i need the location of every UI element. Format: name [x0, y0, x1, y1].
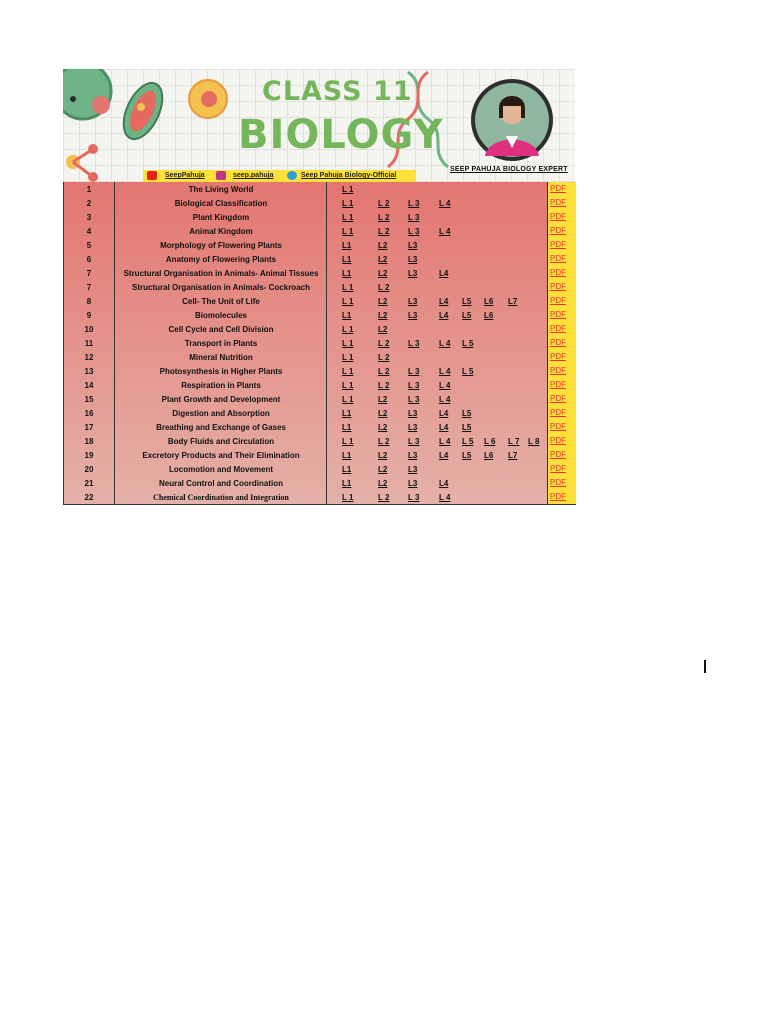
lesson-link[interactable]: L1	[342, 255, 352, 264]
chapter-number: 1	[86, 185, 92, 194]
lesson-link[interactable]: L7	[508, 297, 518, 306]
instagram-link[interactable]: seep.pahuja	[233, 172, 274, 179]
pdf-link[interactable]: PDF	[550, 198, 566, 207]
lesson-link[interactable]: L 1	[342, 437, 354, 446]
chapter-number: 9	[86, 311, 92, 320]
lesson-link[interactable]: L2	[378, 297, 388, 306]
pdf-link[interactable]: PDF	[550, 408, 566, 417]
social-links-bar	[143, 170, 416, 182]
lesson-link[interactable]: L3	[408, 269, 418, 278]
pdf-link[interactable]: PDF	[550, 352, 566, 361]
table-row	[64, 252, 576, 266]
telegram-icon	[287, 171, 297, 180]
lesson-link[interactable]: L 2	[378, 353, 390, 362]
pdf-cell	[548, 448, 576, 462]
chapter-name: Anatomy of Flowering Plants	[165, 255, 277, 264]
lesson-link[interactable]: L5	[462, 423, 472, 432]
pdf-cell	[548, 434, 576, 448]
lesson-link[interactable]: L 8	[528, 437, 540, 446]
lesson-link[interactable]: L 5	[462, 367, 474, 376]
chapter-number: 19	[84, 451, 94, 460]
table-row	[64, 420, 576, 434]
pdf-link[interactable]: PDF	[550, 366, 566, 375]
youtube-link[interactable]: SeepPahuja	[165, 172, 205, 179]
table-row	[64, 350, 576, 364]
chapter-number: 13	[84, 367, 94, 376]
pdf-link[interactable]: PDF	[550, 296, 566, 305]
chapter-number: 4	[86, 227, 92, 236]
chapter-name: Biological Classification	[174, 199, 268, 208]
lesson-link[interactable]: L 2	[378, 367, 390, 376]
table-row	[64, 434, 576, 448]
lesson-link[interactable]: L2	[378, 255, 388, 264]
chapter-name: Excretory Products and Their Elimination	[142, 451, 300, 460]
table-row	[64, 322, 576, 336]
lesson-link[interactable]: L 1	[342, 339, 354, 348]
chapter-name: Plant Growth and Development	[161, 395, 281, 404]
lesson-link[interactable]: L4	[439, 409, 449, 418]
table-row	[64, 224, 576, 238]
expert-label: SEEP PAHUJA BIOLOGY EXPERT	[450, 166, 568, 173]
pdf-cell	[548, 182, 576, 196]
pdf-link[interactable]: PDF	[550, 436, 566, 445]
pdf-link[interactable]: PDF	[550, 338, 566, 347]
table-row	[64, 182, 576, 196]
lesson-link[interactable]: L 1	[342, 353, 354, 362]
text-cursor	[704, 660, 706, 673]
table-row	[64, 238, 576, 252]
chapter-table	[63, 182, 576, 505]
chapter-number: 6	[86, 255, 92, 264]
lesson-link[interactable]: L 1	[342, 283, 354, 292]
lesson-link[interactable]: L3	[408, 451, 418, 460]
pdf-link[interactable]: PDF	[550, 310, 566, 319]
pdf-link[interactable]: PDF	[550, 282, 566, 291]
lesson-link[interactable]: L 3	[408, 437, 420, 446]
subject-title: BIOLOGY	[238, 112, 444, 158]
lesson-link[interactable]: L3	[408, 297, 418, 306]
table-row	[64, 490, 576, 504]
pdf-link[interactable]: PDF	[550, 212, 566, 221]
chapter-name: Body Fluids and Circulation	[167, 437, 275, 446]
pdf-cell	[548, 224, 576, 238]
lesson-link[interactable]: L 4	[439, 437, 451, 446]
lesson-link[interactable]: L 4	[439, 339, 451, 348]
pdf-cell	[548, 322, 576, 336]
lesson-link[interactable]: L3	[408, 423, 418, 432]
chapter-number: 22	[84, 493, 94, 502]
lesson-link[interactable]: L5	[462, 451, 472, 460]
lesson-link[interactable]: L2	[378, 479, 388, 488]
chapter-name: Chemical Coordination and Integration	[153, 493, 289, 502]
lesson-link[interactable]: L 3	[408, 381, 420, 390]
pdf-cell	[548, 266, 576, 280]
pdf-link[interactable]: PDF	[550, 268, 566, 277]
pdf-link[interactable]: PDF	[550, 254, 566, 263]
pdf-link[interactable]: PDF	[550, 394, 566, 403]
chapter-name: Cell Cycle and Cell Division	[168, 325, 274, 334]
pdf-cell	[548, 280, 576, 294]
pdf-link[interactable]: PDF	[550, 478, 566, 487]
lesson-link[interactable]: L 7	[508, 437, 520, 446]
pdf-link[interactable]: PDF	[550, 464, 566, 473]
lesson-link[interactable]: L 1	[342, 227, 354, 236]
table-row	[64, 210, 576, 224]
table-row	[64, 476, 576, 490]
chapter-name: Respiration in Plants	[181, 381, 261, 390]
pdf-cell	[548, 350, 576, 364]
lesson-link[interactable]: L 1	[342, 297, 354, 306]
lesson-link[interactable]: L 4	[439, 227, 451, 236]
lesson-link[interactable]: L 2	[378, 339, 390, 348]
table-row	[64, 392, 576, 406]
chapter-number: 15	[84, 395, 94, 404]
chapter-number: 14	[84, 381, 94, 390]
table-row	[64, 364, 576, 378]
chapter-number: 11	[84, 339, 94, 348]
lesson-link[interactable]: L 3	[408, 199, 420, 208]
lesson-link[interactable]: L1	[342, 409, 352, 418]
lesson-link[interactable]: L3	[408, 479, 418, 488]
lesson-link[interactable]: L1	[342, 423, 352, 432]
chapter-number: 18	[84, 437, 94, 446]
lesson-link[interactable]: L1	[342, 465, 352, 474]
lesson-link[interactable]: L7	[508, 451, 518, 460]
pdf-cell	[548, 238, 576, 252]
lesson-link[interactable]: L1	[342, 269, 352, 278]
lesson-link[interactable]: L 3	[408, 367, 420, 376]
chapter-name: Structural Organisation in Animals- Cockroach	[132, 283, 310, 292]
pdf-link[interactable]: PDF	[550, 380, 566, 389]
chapter-number: 2	[86, 199, 92, 208]
lesson-link[interactable]: L 2	[378, 227, 390, 236]
lesson-link[interactable]: L 2	[378, 283, 390, 292]
lesson-link[interactable]: L1	[342, 451, 352, 460]
lesson-link[interactable]: L 1	[342, 367, 354, 376]
lesson-link[interactable]: L 1	[342, 325, 354, 334]
youtube-icon	[147, 171, 157, 180]
pdf-cell	[548, 392, 576, 406]
lesson-link[interactable]: L4	[439, 423, 449, 432]
table-row	[64, 378, 576, 392]
lesson-link[interactable]: L2	[378, 451, 388, 460]
pdf-cell	[548, 490, 576, 504]
lesson-link[interactable]: L 1	[342, 493, 354, 502]
chapter-name: Structural Organisation in Animals- Animal Tissues	[123, 269, 319, 278]
lesson-link[interactable]: L 5	[462, 339, 474, 348]
pdf-cell	[548, 196, 576, 210]
lesson-link[interactable]: L3	[408, 409, 418, 418]
chapter-name: Digestion and Absorption	[172, 409, 270, 418]
lesson-link[interactable]: L 4	[439, 367, 451, 376]
chapter-number: 7	[86, 283, 92, 292]
pdf-link[interactable]: PDF	[550, 184, 566, 193]
lesson-link[interactable]: L 3	[408, 339, 420, 348]
table-row	[64, 280, 576, 294]
pdf-cell	[548, 252, 576, 266]
table-row	[64, 462, 576, 476]
pdf-cell	[548, 406, 576, 420]
chapter-name: Locomotion and Movement	[169, 465, 273, 474]
lesson-link[interactable]: L3	[408, 311, 418, 320]
lesson-link[interactable]: L1	[342, 311, 352, 320]
lesson-link[interactable]: L4	[439, 479, 449, 488]
lesson-link[interactable]: L3	[408, 255, 418, 264]
chapter-number: 17	[84, 423, 94, 432]
pdf-cell	[548, 294, 576, 308]
lesson-link[interactable]: L4	[439, 311, 449, 320]
chapter-name: Biomolecules	[194, 311, 247, 320]
lesson-link[interactable]: L 1	[342, 199, 354, 208]
pdf-link[interactable]: PDF	[550, 226, 566, 235]
class-title: CLASS 11	[262, 76, 413, 107]
lesson-link[interactable]: L2	[378, 395, 388, 404]
lesson-link[interactable]: L5	[462, 311, 472, 320]
lesson-link[interactable]: L 4	[439, 199, 451, 208]
lesson-link[interactable]: L 2	[378, 381, 390, 390]
lesson-link[interactable]: L6	[484, 311, 494, 320]
lesson-link[interactable]: L2	[378, 423, 388, 432]
pdf-cell	[548, 378, 576, 392]
table-row	[64, 406, 576, 420]
lesson-link[interactable]: L1	[342, 479, 352, 488]
lesson-link[interactable]: L 1	[342, 213, 354, 222]
lesson-link[interactable]: L3	[408, 465, 418, 474]
lesson-link[interactable]: L 1	[342, 185, 354, 194]
chapter-name: Plant Kingdom	[192, 213, 250, 222]
lesson-link[interactable]: L2	[378, 409, 388, 418]
lesson-link[interactable]: L 4	[439, 493, 451, 502]
lesson-link[interactable]: L 3	[408, 213, 420, 222]
pdf-link[interactable]: PDF	[550, 422, 566, 431]
lesson-link[interactable]: L2	[378, 325, 388, 334]
lesson-link[interactable]: L2	[378, 241, 388, 250]
lesson-link[interactable]: L5	[462, 409, 472, 418]
pdf-link[interactable]: PDF	[550, 240, 566, 249]
pdf-cell	[548, 336, 576, 350]
lesson-link[interactable]: L4	[439, 269, 449, 278]
pdf-cell	[548, 476, 576, 490]
pdf-link[interactable]: PDF	[550, 450, 566, 459]
chapter-name: Breathing and Exchange of Gases	[156, 423, 286, 432]
lesson-link[interactable]: L6	[484, 297, 494, 306]
lesson-link[interactable]: L 5	[462, 437, 474, 446]
lesson-link[interactable]: L 6	[484, 437, 496, 446]
lesson-link[interactable]: L6	[484, 451, 494, 460]
telegram-link[interactable]: Seep Pahuja Biology-Official	[301, 172, 397, 179]
chapter-number: 5	[86, 241, 92, 250]
chapter-number: 21	[84, 479, 94, 488]
lesson-link[interactable]: L 3	[408, 227, 420, 236]
chapter-number: 8	[86, 297, 92, 306]
lesson-link[interactable]: L2	[378, 465, 388, 474]
lesson-link[interactable]: L 4	[439, 381, 451, 390]
pdf-link[interactable]: PDF	[550, 492, 566, 501]
table-row	[64, 294, 576, 308]
chapter-number: 12	[84, 353, 94, 362]
chapter-name: Transport in Plants	[184, 339, 258, 348]
chapter-number: 10	[84, 325, 94, 334]
chapter-name: Cell- The Unit of Life	[182, 297, 260, 306]
instagram-icon	[216, 171, 226, 180]
pdf-cell	[548, 308, 576, 322]
lesson-link[interactable]: L4	[439, 297, 449, 306]
lesson-link[interactable]: L5	[462, 297, 472, 306]
chapter-number: 16	[84, 409, 94, 418]
lesson-link[interactable]: L 2	[378, 213, 390, 222]
lesson-link[interactable]: L 3	[408, 395, 420, 404]
pdf-cell	[548, 364, 576, 378]
lesson-link[interactable]: L 2	[378, 199, 390, 208]
lesson-link[interactable]: L 2	[378, 437, 390, 446]
pdf-cell	[548, 210, 576, 224]
chapter-name: Morphology of Flowering Plants	[160, 241, 282, 250]
lesson-link[interactable]: L 4	[439, 395, 451, 404]
table-row	[64, 266, 576, 280]
chapter-name: Photosynthesis in Higher Plants	[159, 367, 283, 376]
lesson-link[interactable]: L 2	[378, 493, 390, 502]
chapter-number: 7	[86, 269, 92, 278]
lesson-link[interactable]: L2	[378, 311, 388, 320]
pdf-link[interactable]: PDF	[550, 324, 566, 333]
lesson-link[interactable]: L 1	[342, 395, 354, 404]
chapter-name: Neural Control and Coordination	[159, 479, 283, 488]
lesson-link[interactable]: L2	[378, 269, 388, 278]
pdf-cell	[548, 462, 576, 476]
table-row	[64, 308, 576, 322]
pdf-cell	[548, 420, 576, 434]
chapter-number: 3	[86, 213, 92, 222]
avatar	[467, 78, 557, 162]
table-row	[64, 448, 576, 462]
chapter-name: Mineral Nutrition	[189, 353, 253, 362]
lesson-link[interactable]: L 1	[342, 381, 354, 390]
chapter-number: 20	[84, 465, 94, 474]
lesson-link[interactable]: L 3	[408, 493, 420, 502]
lesson-link[interactable]: L4	[439, 451, 449, 460]
lesson-link[interactable]: L1	[342, 241, 352, 250]
chapter-name: The Living World	[188, 185, 254, 194]
table-row	[64, 196, 576, 210]
lesson-link[interactable]: L3	[408, 241, 418, 250]
chapter-name: Animal Kingdom	[189, 227, 253, 236]
table-row	[64, 336, 576, 350]
